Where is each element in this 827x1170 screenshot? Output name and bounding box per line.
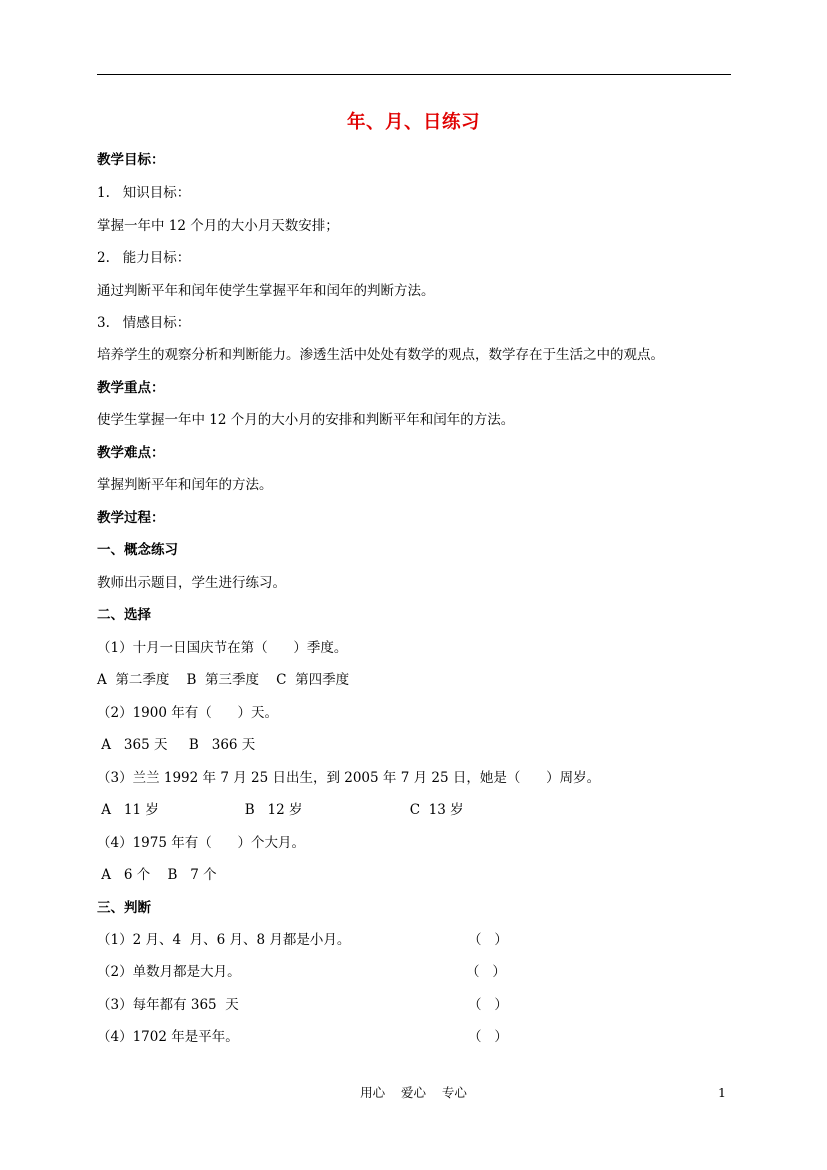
- objective-2-text: 通过判断平年和闰年使学生掌握平年和闰年的判断方法。: [97, 283, 435, 299]
- judge-answer-blank-4: （ ）: [468, 1029, 508, 1045]
- objective-1-text: 掌握一年中 12 个月的大小月天数安排；: [97, 218, 339, 234]
- page-footer: 用心 爱心 专心: [360, 1085, 467, 1100]
- section-2-heading: 二、选择: [97, 607, 151, 623]
- judge-statement-4: （4）1702 年是平年。: [97, 1029, 239, 1045]
- objective-2-label: 2. 能力目标：: [97, 250, 191, 266]
- section-3-heading: 三、判断: [97, 900, 151, 916]
- judge-answer-blank-2: （ ）: [466, 964, 506, 980]
- heading-difficulties: 教学难点：: [97, 445, 165, 461]
- section-1-text: 教师出示题目，学生进行练习。: [97, 575, 286, 591]
- judge-answer-blank-1: （ ）: [468, 932, 508, 948]
- heading-key-points: 教学重点：: [97, 380, 165, 396]
- heading-objectives: 教学目标：: [97, 152, 165, 168]
- judge-answer-blank-3: （ ）: [468, 997, 508, 1013]
- choice-question-2: （2）1900 年有（ ）天。: [97, 705, 278, 721]
- objective-3-text: 培养学生的观察分析和判断能力。渗透生活中处处有数学的观点，数学存在于生活之中的观点。: [97, 347, 664, 363]
- heading-process: 教学过程：: [97, 510, 165, 526]
- section-1-heading: 一、概念练习: [97, 542, 178, 558]
- choice-options-4: A 6 个 B 7 个: [97, 867, 217, 883]
- judge-statement-3: （3）每年都有 365 天: [97, 997, 239, 1013]
- objective-1-label: 1. 知识目标：: [97, 185, 191, 201]
- choice-options-2: A 365 天 B 366 天: [97, 737, 256, 753]
- header-rule: [97, 74, 731, 75]
- objective-3-label: 3. 情感目标：: [97, 315, 191, 331]
- page-number: 1: [718, 1085, 726, 1100]
- choice-options-3: A 11 岁 B 12 岁 C 13 岁: [97, 802, 464, 818]
- judge-statement-2: （2）单数月都是大月。: [97, 964, 241, 980]
- choice-options-1: A 第二季度 B 第三季度 C 第四季度: [97, 672, 350, 688]
- difficulties-text: 掌握判断平年和闰年的方法。: [97, 477, 273, 493]
- choice-question-3: （3）兰兰 1992 年 7 月 25 日出生，到 2005 年 7 月 25 日，她是（ ）周岁。: [97, 770, 601, 786]
- choice-question-4: （4）1975 年有（ ）个大月。: [97, 835, 305, 851]
- judge-statement-1: （1）2 月、4 月、6 月、8 月都是小月。: [97, 932, 351, 948]
- choice-question-1: （1）十月一日国庆节在第（ ）季度。: [97, 640, 348, 656]
- document-title: 年、月、日练习: [346, 112, 480, 133]
- key-points-text: 使学生掌握一年中 12 个月的大小月的安排和判断平年和闰年的方法。: [97, 412, 515, 428]
